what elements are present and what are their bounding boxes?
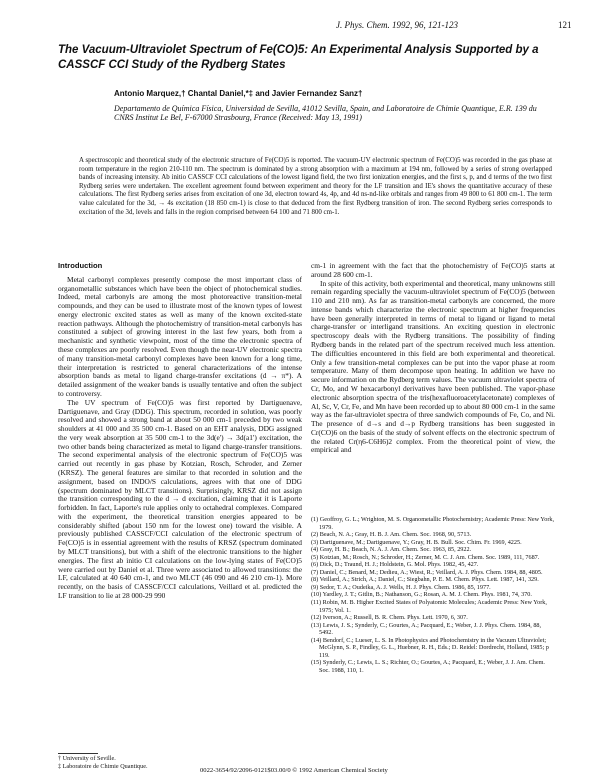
body-paragraph: cm-1 in agreement with the fact that the photochemistry of Fe(CO)5 starts at around 28 600 cm-1. — [311, 261, 555, 279]
reference-item: (9) Sedor, T. A.; Oudeika, A. J. Wells, H. J. Phys. Chem. 1986, 85, 1977. — [311, 583, 491, 591]
reference-item: (14) Bendorf, C.; Lueser, L. S. In Photophysics and Photochemistry in the Vacuum Ultraviolet; McGlynn, S. P., Findley, G. L., Huebner, R. H., Eds.; D. Reidel: Dordrecht, Holland, 1985; p 119. — [311, 636, 549, 659]
reference-item: (6) Dick, D.; Traund, H. J.; Holdstein, G. Mol. Phys. 1982, 45, 427. — [311, 561, 479, 569]
running-header — [0, 20, 600, 32]
affiliation: Departamento de Química Física, Universidad de Sevilla, 41012 Sevilla, Spain, and Laboratoire de Chimie Quantique, E.R. 139 du CNRS Institut Le Bel, F-67000 Strasbourg, France (Received: May 13, 1991) — [114, 104, 537, 122]
reference-item: (12) Iverson, A.; Russell, B. R. Chem. Phys. Lett. 1970, 6, 307. — [311, 614, 468, 622]
body-paragraph: The UV spectrum of Fe(CO)5 was first reported by Dartiguenave, Dartiguenave, and Gray (DDG). This spectrum, recorded in solution, was poorly resolved and showed a strong band at about 50 000 cm-1 preceded by two weak shoulders at 41 000 and 35 500 cm-1. Based on an EHT analysis, DDG assigned the very weak absorption at 35 500 cm-1 to the 3d(e') → 3d(a1') excitation, the two other bands being characterized as metal to ligand charge-transfer transitions. The second experimental analysis of the electronic spectrum of Fe(CO)5 was carried out recently in gas phase by Kotzian, Rosch, Schroder, and Zerner (KRSZ). The general features are similar to that recorded in solution and the assignment, based on INDO/S calculations, agrees with that one of DDG (spectrum dominated by MLCT transitions). Surprisingly, KRSZ did not assign the transition corresponding to the d → d excitation, claiming that it is Laporte forbidden. In fact, Laporte's rule applies only to octahedral complexes. Compared with the experiment, the theoretical transition energies appeared to be considerably shifted (about 150 nm for the lowest one) toward the visible. A previously published CASSCF/CCI calculation of the electronic spectrum of Fe(CO)5 is in essential agreement with the results of KRSZ (spectrum dominated by MLCT transitions), but with a shift of the electronic transitions to the higher energies. The first ab initio CI calculations on the low-lying states of Fe(CO)5 were carried out by Daniel et al. Three were associated to allowed transitions: the LF, calculated at 40 640 cm-1, and two MLCT (46 090 and 46 210 cm-1). More recently, on the basis of CASSCF/CCI calculations, Veillard et al. predicted the LF transition to lie at 28 000-29 990 — [58, 397, 302, 600]
reference-item: (2) Beach, N. A.; Gray, H. B. J. Am. Chem. Soc. 1968, 90, 5713. — [311, 531, 472, 539]
reference-item: (5) Kotzian, M.; Rosch, N.; Schroder, H.; Zerner, M. C. J. Am. Chem. Soc. 1989, 111, 7687. — [311, 553, 540, 561]
reference-item: (8) Veillard, A.; Strich, A.; Daniel, C.; Siegbahn, P. E. M. Chem. Phys. Lett. 1987, 141, 329. — [311, 576, 539, 584]
footnote-divider — [58, 753, 98, 754]
body-paragraph: Metal carbonyl complexes presently compose the most important class of organometallic substances which have been the object of photochemical studies. Indeed, metal carbonyls are among the most photoreactive transition-metal compounds, and they can be used to illustrate most of the known types of lowest energy electronic excited states as well as many of the known excited-state reaction pathways. Although the photochemistry of transition-metal carbonyls has constituted a subject of growing interest in the last few years, both from a mechanistic and synthetic viewpoint, most of the time the electronic spectra of these complexes are poorly resolved. Even though the near-UV electronic spectra of many transition-metal carbonyl complexes have been known for a long time, their interpretation is restricted to general characterizations of the intense absorption bands as metal to ligand charge-transfer excitations (d → π*). A detailed assignment of the weaker bands is usually tentative and often the subject to controversy. — [58, 274, 302, 398]
reference-item: (10) Yardley, J. T.; Gitlin, B.; Nathanson, G.; Rosan, A. M. J. Chem. Phys. 1981, 74, 370. — [311, 591, 532, 599]
reference-item: (4) Gray, H. B.; Beach, N. A. J. Am. Chem. Soc. 1963, 85, 2922. — [311, 546, 472, 554]
copyright-line: 0022-3654/92/2096-0121$03.00/0 © 1992 American Chemical Society — [200, 767, 388, 774]
reference-item: (13) Lewis, J. S.; Synderly, C.; Gourtes, A.; Pacquard, E.; Weber, J. J. Phys. Chem. 1984, 88, 5492. — [311, 621, 542, 637]
journal-citation: J. Phys. Chem. 1992, 96, 121-123 — [336, 20, 458, 30]
author-list: Antonio Marquez,† Chantal Daniel,*‡ and Javier Fernandez Sanz† — [114, 89, 363, 98]
footnote-item: † University of Seville. — [58, 755, 116, 762]
right-column — [311, 262, 555, 455]
reference-list — [311, 516, 555, 674]
article-title: The Vacuum-Ultraviolet Spectrum of Fe(CO)5: An Experimental Analysis Supported by a CASSCF CCI Study of the Rydberg States — [58, 44, 539, 71]
reference-item: (11) Robin, M. B. Higher Excited States of Polyatomic Molecules; Academic Press: New York, 1975; Vol. 1. — [311, 599, 547, 614]
left-column — [58, 262, 302, 601]
reference-item: (15) Synderly, C.; Lewis, L. S.; Richter, O.; Gourtes, A.; Pacquard, E.; Weber, J. J. Am. Chem. Soc. 1988, 110, 1. — [311, 659, 545, 674]
reference-item: (7) Daniel, C.; Benard, M.; Dedieu, A.; Wiest, R.; Veillard, A. J. Phys. Chem. 1984, 88, 4805. — [311, 568, 543, 576]
abstract: A spectroscopic and theoretical study of the electronic structure of Fe(CO)5 is reported. The vacuum-UV electronic spectrum of Fe(CO)5 was recorded in the gas phase at room temperature in the region 210-110 nm. The spectrum is dominated by a strong absorption with a maximum at 194 nm, followed by a series of strong overlapped bands of increasing intensity. Ab initio CASSCF CCI calculations of the lowest ligand field, the two first ionization energies, and the first s, p, and d terms of the two first Rydberg series were undertaken. The excellent agreement found between experiment and theory for the LF transition and IE's shows the quantitative accuracy of these calculations. The first Rydberg series arises from excitation of one 3d, electron toward 4s, 4p, and 4d ns-nd-like orbitals and ranges from 49 800 to 61 800 cm-1. The term value calculated for the 3d, → 4s excitation (18 850 cm-1) is close to that deduced from the first Rydberg transition of iron. The second Rydberg series corresponds to excitation of the 3d, levels and falls in the region comprised between 64 100 and 71 800 cm-1. — [79, 157, 552, 216]
reference-item: (3) Dartiguenave, M.; Dartiguenave, Y.; Gray, H. B. Bull. Soc. Chim. Fr. 1969, 4225. — [311, 538, 522, 546]
page-number: 121 — [558, 20, 572, 30]
section-heading-introduction: Introduction — [58, 261, 103, 270]
reference-item: (1) Geoffroy, G. L.; Wrighton, M. S. Organometallic Photochemistry; Academic Press: New York, 1979. — [311, 516, 555, 531]
footnote-item: ‡ Laboratoire de Chimie Quantique. — [58, 762, 148, 770]
body-paragraph: In spite of this activity, both experimental and theoretical, many unknowns still remain regarding specially the vacuum-ultraviolet spectrum of Fe(CO)5 (between 110 and 210 nm). As far as transition-metal carbonyls are concerned, the more intense bands which characterize the electronic spectrum at higher frequencies have been generally interpreted in terms of metal to ligand or ligand to metal charge-transfer or interligand transitions. An exciting question in electronic spectroscopy deals with the Rydberg transitions. The possibility of finding Rydberg bands in the related part of the spectrum received much less attention. The difficulties encountered in this field are both experimental and theoretical. Only a few transition-metal complexes can be put into the vapor phase at room temperature. Many of them decompose upon heating. In addition we have no secure information on the Rydberg term values. The vacuum ultraviolet spectra of Cr, Mo, and W hexacarbonyl derivatives have been published. The vapor-phase electronic absorption spectra of the tris(hexafluoroacetylacetonate) complexes of Al, Sc, V, Cr, Fe, and Mn have been recorded up to about 80 000 cm-1 in the same way as the far-ultraviolet spectra of three sandwich compounds of Fe, Co, and Ni. The presence of d→s and d→p Rydberg transitions has been suggested in Cr(CO)6 on the basis of the study of solvent effects on the electronic spectrum of the related Cr(η6-C6H6)2 complex. From the theoretical point of view, the empirical and — [311, 278, 555, 455]
